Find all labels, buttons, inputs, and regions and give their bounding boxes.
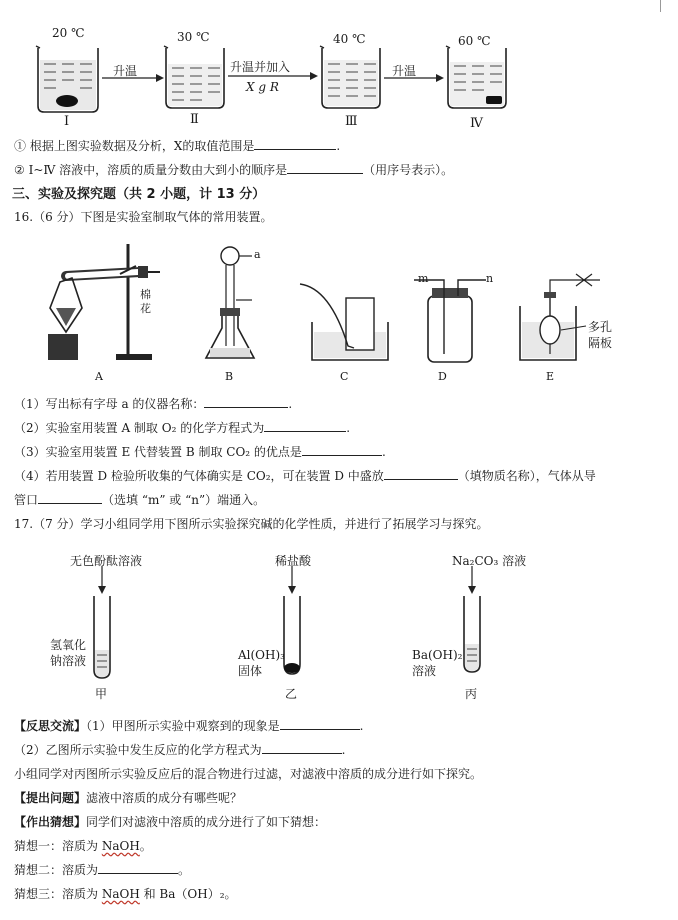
q16-part4-text-b: （填物质名称），气体从导	[457, 469, 596, 483]
question-circle-2	[14, 163, 453, 178]
ask-line	[14, 791, 242, 806]
cotton-label-2: 花	[140, 302, 151, 315]
q16-part4-text-d: （选填 “m” 或 “n”）端通入。	[102, 493, 266, 507]
answer-blank-advantage[interactable]	[302, 445, 382, 456]
aloh3-label-1: Al(OH)₃	[238, 648, 285, 662]
question-circle-1: ① 根据上图实验数据及分析，X的取值范围是 .	[14, 139, 341, 153]
guess-2-end: 。	[178, 863, 191, 877]
guess-2	[14, 863, 190, 878]
guess-3	[14, 887, 237, 902]
guess-3-prefix: 猜想三：溶质为	[14, 887, 102, 901]
apparatus-d	[414, 280, 486, 362]
answer-blank-order[interactable]	[287, 163, 363, 174]
tube-jia	[94, 566, 110, 678]
answer-blank-phenomenon[interactable]	[280, 719, 360, 730]
question-circle-2-tail: （用序号表示）。	[363, 163, 454, 177]
reflect-tag: 【反思交流】	[14, 719, 87, 733]
q16-part4-text-c: 管口	[14, 493, 39, 507]
guess-1-naoh: NaOH	[101, 839, 140, 853]
ask-text: 滤液中溶质的成分有哪些呢？	[86, 791, 243, 805]
reflect-line-2: （2）乙图所示实验中发生反应的化学方程式为 .	[14, 743, 346, 757]
question-16-stem: 16.（6 分）下图是实验室制取气体的常用装置。	[14, 210, 273, 224]
q16-part1-text: （1）写出标有字母 a 的仪器名称：	[14, 397, 205, 411]
beaker-4-roman: Ⅳ	[470, 116, 483, 131]
test-tube-figure	[60, 560, 530, 690]
beaker-1-temp: 20 ℃	[52, 26, 85, 40]
a-marker: a	[254, 248, 261, 261]
aloh3-label-2: 固体	[238, 664, 263, 678]
answer-blank-instrument-a[interactable]	[204, 397, 288, 408]
label-d: D	[438, 370, 447, 383]
porous-plate-label-1: 多孔	[588, 320, 613, 334]
reagent-hcl: 稀盐酸	[275, 554, 312, 568]
beaker-1-roman: Ⅰ	[64, 114, 70, 129]
beaker-4	[446, 46, 506, 108]
q16-part4-line2	[14, 493, 265, 508]
tube-bing	[464, 566, 480, 672]
tube-bing-label: 丙	[465, 687, 478, 701]
q16-part4-line1	[14, 469, 596, 484]
beaker-1	[36, 46, 98, 112]
answer-blank-substance[interactable]	[384, 469, 458, 480]
reflect-2-text: （2）乙图所示实验中发生反应的化学方程式为	[14, 743, 262, 757]
guess-1-end: 。	[139, 839, 152, 853]
n-marker: n	[486, 272, 494, 285]
guess-3-rest: 和 Ba（OH）₂。	[139, 887, 237, 901]
corner-mark-right	[540, 0, 661, 12]
q16-part2-text: （2）实验室用装置 A 制取 O₂ 的化学方程式为	[14, 421, 265, 435]
group-filter-text: 小组同学对丙图所示实验反应后的混合物进行过滤，对滤液中溶质的成分进行如下探究。	[14, 767, 483, 781]
reflect-1-text: （1）甲图所示实验中观察到的现象是	[86, 719, 280, 733]
question-17-stem: 17.（7 分）学习小组同学用下图所示实验探究碱的化学性质，并进行了拓展学习与探究。	[14, 517, 489, 531]
naoh-label-2: 钠溶液	[50, 654, 87, 668]
tube-yi	[284, 566, 300, 674]
guess-1-prefix: 猜想一：溶质为	[14, 839, 102, 853]
arrow-2-label-bottom: X g R	[246, 80, 279, 94]
section-3-heading: 三、实验及探究题（共 2 小题，计 13 分）	[12, 187, 266, 202]
question-circle-1-text: ① 根据上图实验数据及分析，X的取值范围是	[14, 139, 255, 153]
question-circle-2-text: ② Ⅰ~Ⅳ 溶液中，溶质的质量分数由大到小的顺序是	[14, 163, 288, 177]
guess-1	[14, 839, 152, 854]
arrow-1-label: 升温	[113, 64, 138, 78]
label-c: C	[340, 370, 349, 383]
apparatus-b	[206, 247, 254, 358]
tube-jia-label: 甲	[95, 687, 108, 701]
beaker-2-roman: Ⅱ	[190, 112, 199, 127]
cotton-label-1: 棉	[140, 288, 151, 301]
q16-part3: （3）实验室用装置 E 代替装置 B 制取 CO₂ 的优点是 .	[14, 445, 386, 459]
arrow-2-label-top: 升温并加入	[230, 60, 291, 74]
beaker-3	[320, 46, 380, 108]
baoh2-label-2: 溶液	[412, 664, 437, 678]
m-marker: m	[418, 272, 429, 285]
label-a: A	[95, 370, 103, 383]
reflect-line-1: 【反思交流】（1）甲图所示实验中观察到的现象是 .	[14, 719, 364, 733]
beaker-3-roman: Ⅲ	[345, 114, 358, 129]
guess-line	[14, 815, 326, 830]
porous-plate-label-2: 隔板	[588, 336, 613, 350]
apparatus-figure	[30, 236, 630, 386]
q16-part2: （2）实验室用装置 A 制取 O₂ 的化学方程式为 .	[14, 421, 351, 435]
q16-part3-text: （3）实验室用装置 E 代替装置 B 制取 CO₂ 的优点是	[14, 445, 302, 459]
label-e: E	[546, 370, 555, 383]
guess-text: 同学们对滤液中溶质的成分进行了如下猜想：	[86, 815, 327, 829]
answer-blank-port[interactable]	[38, 493, 102, 504]
guess-tag: 【作出猜想】	[14, 815, 87, 829]
beaker-2	[164, 46, 224, 108]
apparatus-c	[300, 284, 388, 360]
answer-blank-reaction-equation[interactable]	[262, 743, 342, 754]
beaker-3-temp: 40 ℃	[333, 32, 366, 46]
q16-part4-text-a: （4）若用装置 D 检验所收集的气体确实是 CO₂，可在装置 D 中盛放	[14, 469, 384, 483]
naoh-label-1: 氢氧化	[50, 638, 87, 652]
reagent-na2co3: Na₂CO₃ 溶液	[452, 554, 527, 568]
ask-tag: 【提出问题】	[14, 791, 87, 805]
answer-blank-guess-2[interactable]	[98, 863, 178, 874]
baoh2-label-1: Ba(OH)₂	[412, 648, 463, 662]
guess-3-naoh: NaOH	[101, 887, 140, 901]
q16-part1: （1）写出标有字母 a 的仪器名称： .	[14, 397, 293, 411]
answer-blank-o2-equation[interactable]	[264, 421, 346, 432]
beaker-2-temp: 30 ℃	[177, 30, 210, 44]
answer-blank-x-range[interactable]	[254, 139, 336, 150]
tube-yi-label: 乙	[285, 687, 298, 701]
arrow-3-label: 升温	[392, 64, 417, 78]
label-b: B	[225, 370, 234, 383]
beaker-4-temp: 60 ℃	[458, 34, 491, 48]
guess-2-text: 猜想二：溶质为	[14, 863, 99, 877]
reagent-phenolphthalein: 无色酚酞溶液	[70, 554, 143, 568]
